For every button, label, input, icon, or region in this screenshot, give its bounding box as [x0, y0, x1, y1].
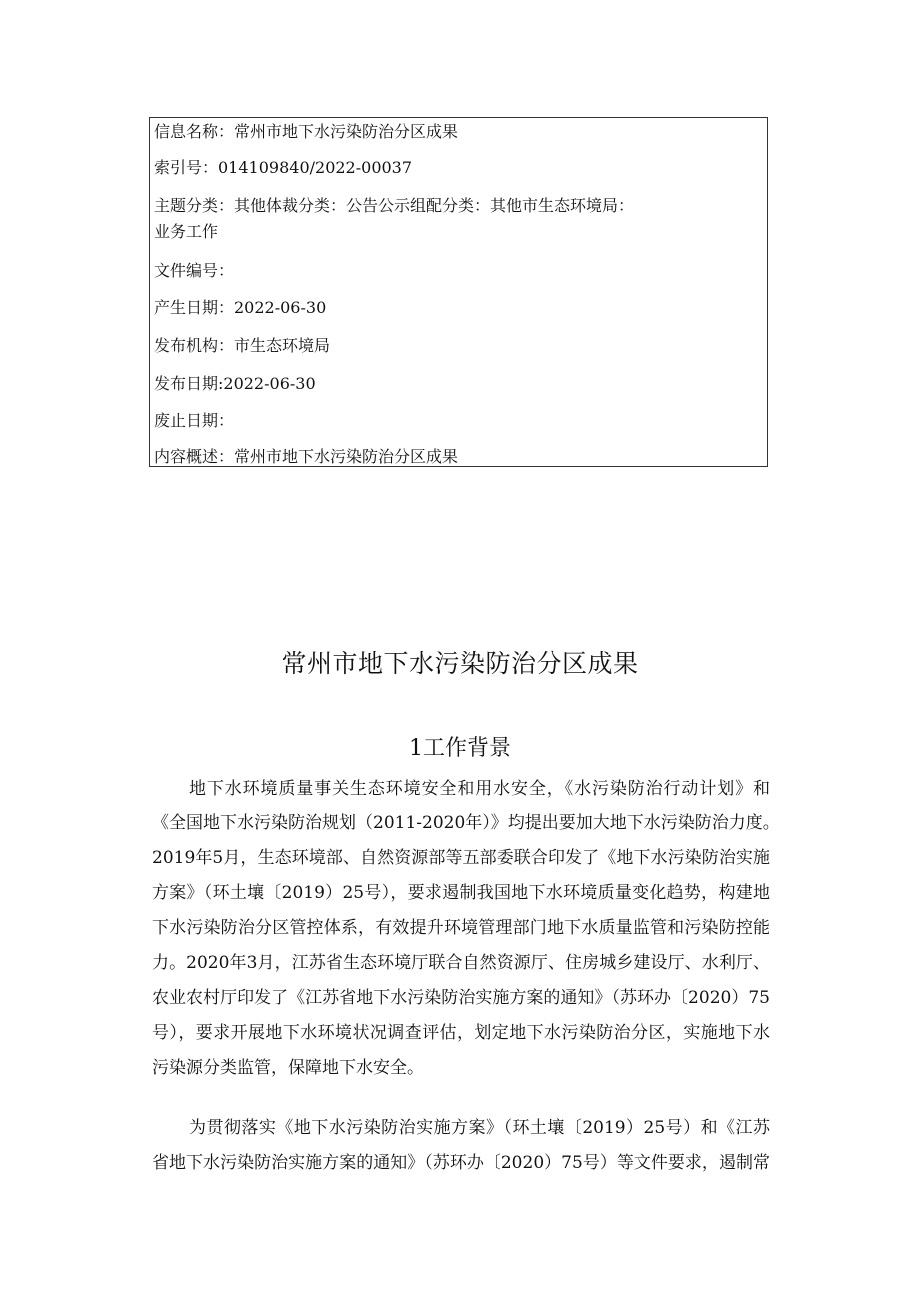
paragraph-line: 2019年5月，生态环境部、自然资源部等五部委联合印发了《地下水污染防治实施 — [152, 848, 770, 868]
paragraph-line: 省地下水污染防治实施方案的通知》（苏环办〔2020）75号）等文件要求，遏制常 — [152, 1153, 770, 1173]
paragraph-line: 农业农村厅印发了《江苏省地下水污染防治实施方案的通知》（苏环办〔2020）75 — [152, 988, 770, 1008]
info-expiry-date-row: 废止日期： — [154, 411, 235, 430]
paragraph-line: 为贯彻落实《地下水污染防治实施方案》（环土壤〔2019）25号）和《江苏 — [189, 1118, 770, 1138]
paragraph-line: 《全国地下水污染防治规划（2011-2020年）》均提出要加大地下水污染防治力度。 — [152, 813, 780, 833]
paragraph-line: 方案》（环土壤〔2019）25号），要求遏制我国地下水环境质量变化趋势，构建地 — [152, 883, 770, 903]
info-publish-date-row: 发布日期:2022-06-30 — [154, 374, 316, 393]
info-file-number-row: 文件编号： — [154, 261, 235, 280]
info-name-row: 信息名称：常州市地下水污染防治分区成果 — [154, 122, 459, 141]
info-index-row: 索引号：014109840/2022-00037 — [154, 158, 413, 177]
info-category-row: 主题分类：其他体裁分类：公告公示组配分类：其他市生态环境局： — [154, 196, 635, 215]
info-summary-row: 内容概述：常州市地下水污染防治分区成果 — [154, 447, 459, 466]
info-publisher-row: 发布机构：市生态环境局 — [154, 336, 331, 355]
info-category-row-cont: 业务工作 — [154, 222, 219, 241]
document-title: 常州市地下水污染防治分区成果 — [281, 649, 639, 678]
section-heading: 1工作背景 — [409, 736, 511, 761]
paragraph-line: 污染源分类监管，保障地下水安全。 — [152, 1058, 424, 1078]
document-info-box — [149, 117, 768, 467]
paragraph-line: 力。2020年3月，江苏省生态环境厅联合自然资源厅、住房城乡建设厅、水利厅、 — [152, 953, 770, 973]
paragraph-line: 号），要求开展地下水环境状况调查评估，划定地下水污染防治分区，实施地下水 — [152, 1023, 770, 1043]
paragraph-line: 下水污染防治分区管控体系，有效提升环境管理部门地下水质量监管和污染防控能 — [152, 918, 770, 938]
paragraph-line: 地下水环境质量事关生态环境安全和用水安全，《水污染防治行动计划》和 — [189, 779, 770, 799]
info-created-date-row: 产生日期：2022-06-30 — [154, 298, 327, 317]
